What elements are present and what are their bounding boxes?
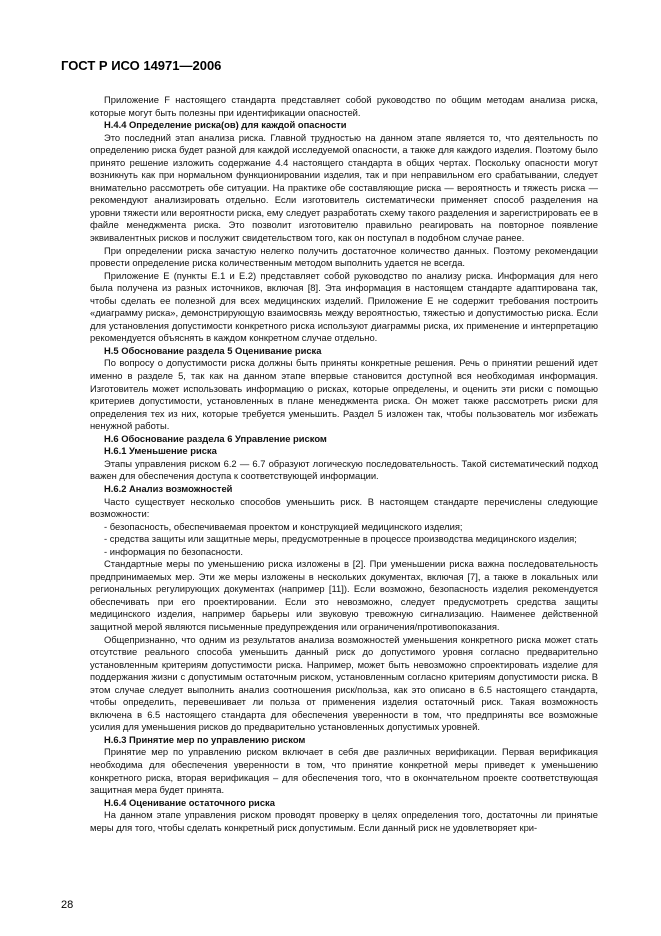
paragraph: Принятие мер по управлению риском включает в себя две различных верификации. Первая верификация необходима для обеспечения уверенности в том, что принятие конкретной меры приведет к уменьшению конкретного риска, вторая верификация – для обеспечения того, что в окончательном проекте соответствующая защитная мера будет принята. xyxy=(90,746,598,796)
paragraph: При определении риска зачастую нелегко получить достаточное количество данных. Поэтому рекомендации провести определение риска количественным методом выполнить удается не всегда. xyxy=(90,244,598,269)
page-number: 28 xyxy=(61,899,74,911)
paragraph: Общепризнанно, что одним из результатов анализа возможностей уменьшения конкретного риска может стать отсутствие реального способа уменьшить данный риск до допустимого уровня согласно предварительно установленным критериям допустимости риска. Например, может быть невозможно спроектировать изделие для поддержания жизни с допустимым остаточным риском, установленным согласно критериям допустимости риска. В этом случае следует выполнить анализ соотношения риск/польза, как это описано в 6.5 настоящего стандарта, чтобы определить, перевешивает ли польза от применения изделия остаточный риск. Такая возможность включена в 6.5 настоящего стандарта для обеспечения уверенности в том, что предприняты все возможные усилия для уменьшения рисков до предварительно установленных допустимых уровней. xyxy=(90,633,598,733)
section-heading: Н.6.4 Оценивание остаточного риска xyxy=(104,796,275,808)
section-heading: Н.6 Обоснование раздела 6 Управление риском xyxy=(104,432,327,444)
paragraph: Это последний этап анализа риска. Главной трудностью на данном этапе является то, что деятельность по определению риска будет разной для каждой исследуемой опасности, а также для каждого изделия. Поэтому было принято решение изложить содержание 4.4 настоящего стандарта в общих чертах. Поскольку опасности могут возникнуть как при нормальном функционировании изделия, так и при неправильном его срабатывании, следует внимательно рассмотреть обе ситуации. На практике обе составляющие риска — вероятность и тяжесть риска — рекомендуют анализировать отдельно. Если изготовитель систематически применяет способ разделения на уровни тяжести или вероятности риска, ему следует разработать схему такого разделения и зарегистрировать ее в файле менеджмента риска. Это позволит изготовителю правильно реагировать на повторное появление эквивалентных рисков и послужит свидетельством того, как он поступал в подобном случае ранее. xyxy=(90,131,598,244)
paragraph: Стандартные меры по уменьшению риска изложены в [2]. При уменьшении риска важна последовательность предпринимаемых мер. Эти же меры изложены в нескольких документах, включая [7], а также в локальных или региональных регулирующих документах (например [11]). Если возможно, безопасность изделия рекомендуется обеспечивать при его проектировании. Если это невозможно, следует предусмотреть средства защиты медицинского изделия, например барьеры или звуковую тревожную сигнализацию. Наименее действенной защитной мерой являются письменные предупреждения или ограничения/противопоказания. xyxy=(90,558,598,632)
page-header: ГОСТ Р ИСО 14971—2006 xyxy=(61,58,222,73)
list-item: - информация по безопасности. xyxy=(104,545,243,557)
section-heading: Н.4.4 Определение риска(ов) для каждой опасности xyxy=(104,119,347,131)
paragraph: Часто существует несколько способов уменьшить риск. В настоящем стандарте перечислены следующие возможности: xyxy=(90,495,598,520)
paragraph: По вопросу о допустимости риска должны быть приняты конкретные решения. Речь о принятии решений идет именно в разделе 5, так как на данном этапе впервые становится доступной вся необходимая информация. Изготовитель может использовать информацию о рисках, которые определены, и оценить эти риски с помощью критериев допустимости, установленных в плане менеджмента риска. Он может также рассмотреть риски для определения тех из них, которые требуется уменьшить. Раздел 5 изложен так, чтобы пользователь мог избежать ненужной работы. xyxy=(90,357,598,432)
document-body xyxy=(90,94,598,834)
paragraph: Приложение F настоящего стандарта представляет собой руководство по общим методам анализа риска, которые могут быть полезны при идентификации опасностей. xyxy=(90,94,598,118)
paragraph: Этапы управления риском 6.2 — 6.7 образуют логическую последовательность. Такой систематический подход важен для обеспечения доступа к соответствующей информации. xyxy=(90,457,598,482)
section-heading: Н.6.2 Анализ возможностей xyxy=(104,482,233,494)
section-heading: Н.5 Обоснование раздела 5 Оценивание риска xyxy=(104,344,322,356)
section-heading: Н.6.1 Уменьшение риска xyxy=(104,445,217,457)
list-item: - средства защиты или защитные меры, предусмотренные в процессе производства медицинского изделия; xyxy=(104,533,577,545)
section-heading: Н.6.3 Принятие мер по управлению риском xyxy=(104,733,306,745)
list-item: - безопасность, обеспечиваемая проектом и конструкцией медицинского изделия; xyxy=(104,520,463,532)
paragraph: Приложение Е (пункты Е.1 и Е.2) представляет собой руководство по анализу риска. Информация для него была получена из разных источников, включая [8]. Эта информация в настоящем стандарте адаптирована так, чтобы сделать ее полезной для всех медицинских изделий. Приложение Е не содержит требования построить «диаграмму риска», демонстрирующую взаимосвязь между вероятностью, тяжестью и допустимостью риска. Если для установления допустимости конкретного риска используют диаграммы риска, их применение и интерпретацию рекомендуется объяснять в каждом конкретном случае отдельно. xyxy=(90,269,598,344)
paragraph: На данном этапе управления риском проводят проверку в целях определения того, достаточны ли принятые меры для того, чтобы сделать конкретный риск допустимым. Если данный риск не удовлетворяет кри- xyxy=(90,809,598,833)
